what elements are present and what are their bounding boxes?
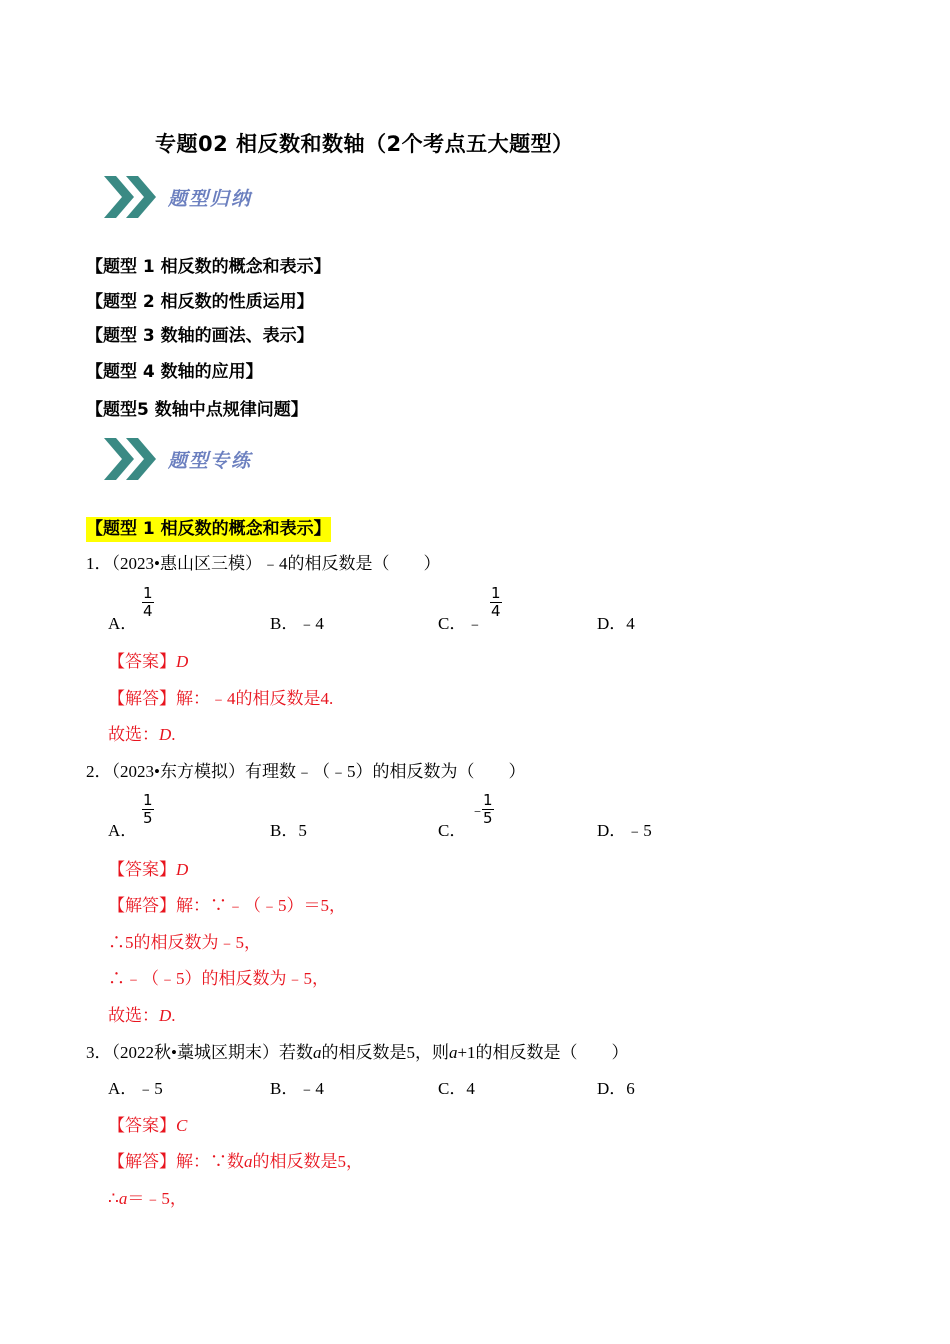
section-heading-1: 【题型 1 相反数的概念和表示】	[86, 514, 331, 539]
q1-option-b: B．﹣4	[270, 614, 324, 633]
toc-item-2[interactable]: 【题型 2 相反数的性质运用】	[86, 292, 314, 312]
toc-item-4[interactable]: 【题型 4 数轴的应用】	[86, 362, 263, 382]
section-banner-summary	[100, 170, 280, 224]
q2-choose: 故选：D.	[108, 1006, 176, 1025]
q2-option-c-fraction	[482, 792, 494, 827]
q2-option-b: B．5	[270, 821, 307, 840]
banner-label-practice: 题型专练	[168, 450, 253, 472]
double-chevron-icon	[100, 432, 166, 486]
q3-option-c: C．4	[438, 1079, 475, 1098]
q1-option-c-label: C．﹣	[438, 614, 484, 633]
q1-option-a-fraction	[142, 585, 154, 620]
question-3-stem: 3．（2022秋•藁城区期末）若数a的相反数是5，则a+1的相反数是（ ）	[86, 1043, 629, 1062]
numerator: 1	[143, 584, 153, 602]
double-chevron-icon	[100, 170, 166, 224]
numerator: 1	[483, 791, 493, 809]
question-1-stem: 1．（2023•惠山区三模）﹣4的相反数是（ ）	[86, 554, 441, 573]
q2-solution-line-1: 【解答】解：∵﹣（﹣5）＝5，	[108, 896, 346, 915]
q2-option-c-sign: ﹣	[470, 803, 486, 819]
question-2-stem: 2．（2023•东方模拟）有理数﹣（﹣5）的相反数为（ ）	[86, 762, 526, 781]
q2-option-a-fraction	[142, 792, 154, 827]
q3-solution-line-2: ∴a＝﹣5，	[108, 1189, 187, 1208]
q1-solution: 【解答】解：﹣4的相反数是4.	[108, 689, 334, 708]
q2-solution-line-2: ∴5的相反数为﹣5，	[108, 933, 261, 952]
q1-option-a-label: A．	[108, 614, 138, 633]
denominator: 4	[491, 602, 501, 620]
toc-item-1[interactable]: 【题型 1 相反数的概念和表示】	[86, 257, 331, 277]
q3-option-d: D．6	[597, 1079, 635, 1098]
section-banner-practice	[100, 432, 280, 486]
q2-solution-line-3: ∴﹣（﹣5）的相反数为﹣5，	[108, 969, 329, 988]
denominator: 5	[483, 809, 493, 827]
denominator: 4	[143, 602, 153, 620]
numerator: 1	[143, 791, 153, 809]
q3-answer: 【答案】C	[108, 1116, 188, 1135]
q3-solution-line-1: 【解答】解：∵数a的相反数是5，	[108, 1152, 363, 1171]
q3-option-b: B．﹣4	[270, 1079, 324, 1098]
q2-option-c-label: C．	[438, 821, 467, 840]
q2-option-a-label: A．	[108, 821, 138, 840]
toc-item-5[interactable]: 【题型5 数轴中点规律问题】	[86, 400, 308, 420]
denominator: 5	[143, 809, 153, 827]
q2-option-d: D．﹣5	[597, 821, 652, 840]
q1-option-c-fraction	[490, 585, 502, 620]
q1-answer: 【答案】D	[108, 652, 189, 671]
q3-option-a: A．﹣5	[108, 1079, 163, 1098]
numerator: 1	[491, 584, 501, 602]
page-title: 专题02 相反数和数轴（2个考点五大题型）	[155, 132, 574, 156]
toc-item-3[interactable]: 【题型 3 数轴的画法、表示】	[86, 326, 314, 346]
banner-label-summary: 题型归纳	[168, 188, 253, 210]
q1-choose: 故选：D.	[108, 725, 176, 744]
q1-option-d: D．4	[597, 614, 635, 633]
q2-answer: 【答案】D	[108, 860, 189, 879]
